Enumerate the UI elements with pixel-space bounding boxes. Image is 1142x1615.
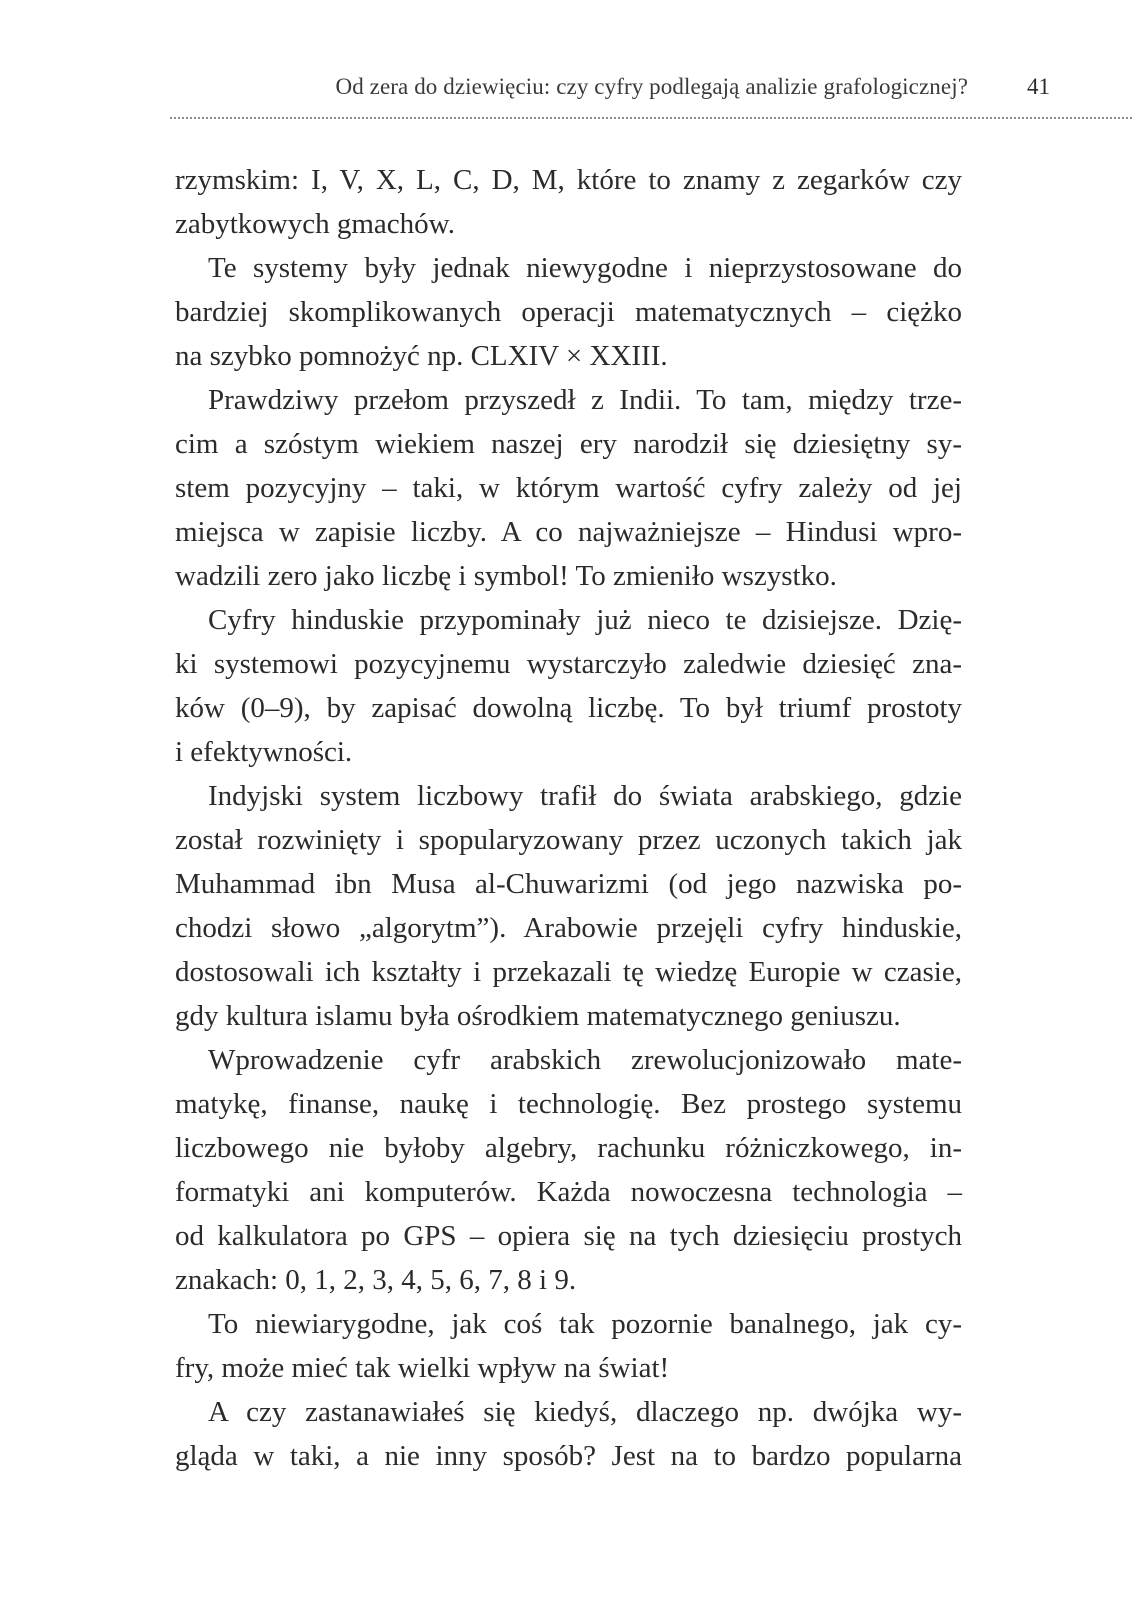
header-dotted-rule — [170, 117, 1132, 119]
text-line: został rozwinięty i spopularyzowany przez uczonych takich jak — [175, 824, 962, 856]
text-line: miejsca w zapisie liczby. A co najważniejsze – Hindusi wpro- — [175, 516, 962, 548]
text-line: fry, może mieć tak wielki wpływ na świat! — [175, 1352, 670, 1384]
text-line: na szybko pomnożyć np. CLXIV × XXIII. — [175, 340, 668, 372]
text-line: Wprowadzenie cyfr arabskich zrewolucjonizowało mate- — [208, 1044, 962, 1076]
page-number: 41 — [1027, 74, 1050, 99]
text-line: matykę, finanse, naukę i technologię. Bez prostego systemu — [175, 1088, 962, 1120]
text-line: Muhammad ibn Musa al-Chuwarizmi (od jego nazwiska po- — [175, 868, 962, 900]
text-line: stem pozycyjny – taki, w którym wartość cyfry zależy od jej — [175, 472, 962, 504]
body-text — [175, 158, 962, 1478]
text-line: Prawdziwy przełom przyszedł z Indii. To tam, między trze- — [208, 384, 962, 416]
running-header-title: Od zera do dziewięciu: czy cyfry podlegają analizie grafologicznej? — [335, 74, 968, 99]
text-line: To niewiarygodne, jak coś tak pozornie banalnego, jak cy- — [208, 1308, 962, 1340]
text-line: Cyfry hinduskie przypominały już nieco te dzisiejsze. Dzię- — [208, 604, 962, 636]
text-line: ków (0–9), by zapisać dowolną liczbę. To był triumf prostoty — [175, 692, 962, 724]
text-line: rzymskim: I, V, X, L, C, D, M, które to znamy z zegarków czy — [175, 164, 962, 196]
text-line: gdy kultura islamu była ośrodkiem matematycznego geniuszu. — [175, 1000, 901, 1032]
text-line: zabytkowych gmachów. — [175, 208, 455, 240]
text-line: i efektywności. — [175, 736, 353, 768]
text-line: od kalkulatora po GPS – opiera się na tych dziesięciu prostych — [175, 1220, 962, 1252]
text-line: znakach: 0, 1, 2, 3, 4, 5, 6, 7, 8 i 9. — [175, 1264, 577, 1296]
text-line: bardziej skomplikowanych operacji matematycznych – ciężko — [175, 296, 962, 328]
text-line: wadzili zero jako liczbę i symbol! To zmieniło wszystko. — [175, 560, 837, 592]
running-header — [170, 72, 1090, 116]
text-line: liczbowego nie byłoby algebry, rachunku różniczkowego, in- — [175, 1132, 962, 1164]
text-line: A czy zastanawiałeś się kiedyś, dlaczego np. dwójka wy- — [208, 1396, 962, 1428]
text-line: cim a szóstym wiekiem naszej ery narodził się dziesiętny sy- — [175, 428, 962, 460]
text-line: gląda w taki, a nie inny sposób? Jest na to bardzo popularna — [175, 1440, 962, 1472]
text-line: ki systemowi pozycyjnemu wystarczyło zaledwie dziesięć zna- — [175, 648, 962, 680]
text-line: Te systemy były jednak niewygodne i nieprzystosowane do — [208, 252, 962, 284]
text-line: formatyki ani komputerów. Każda nowoczesna technologia – — [175, 1176, 962, 1208]
text-line: dostosowali ich kształty i przekazali tę wiedzę Europie w czasie, — [175, 956, 962, 988]
text-line: chodzi słowo „algorytm”). Arabowie przejęli cyfry hinduskie, — [175, 912, 962, 944]
text-line: Indyjski system liczbowy trafił do świata arabskiego, gdzie — [208, 780, 962, 812]
